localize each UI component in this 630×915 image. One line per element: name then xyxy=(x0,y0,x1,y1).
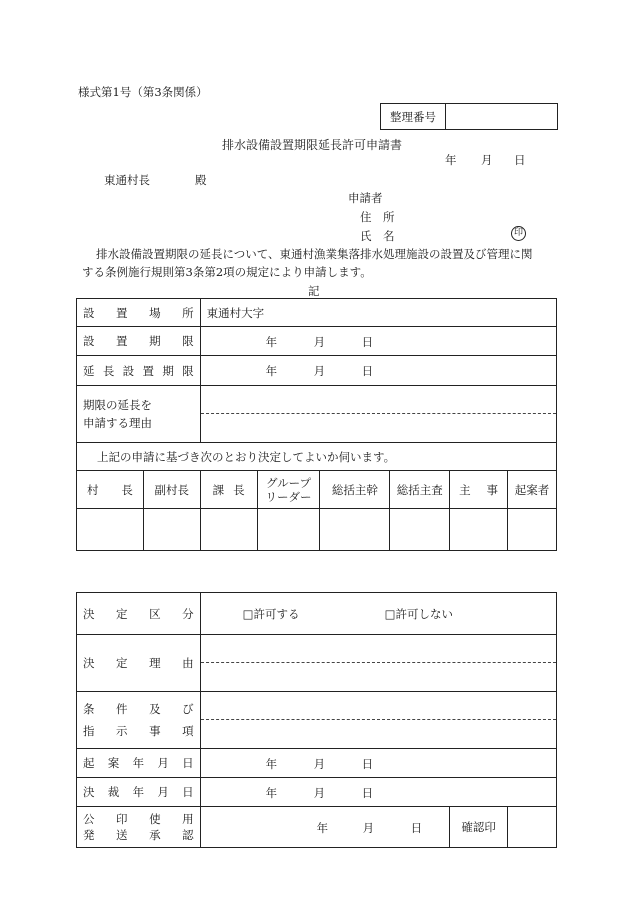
decision-reason-field[interactable] xyxy=(200,635,556,692)
decision-field xyxy=(200,593,556,635)
deadline-day-unit: 日 xyxy=(361,335,374,349)
extended-month-unit: 月 xyxy=(313,364,326,378)
decision-allow-option[interactable]: □許可する xyxy=(242,607,300,621)
applicant-heading: 申請者 xyxy=(348,191,383,205)
reason-label xyxy=(77,386,201,443)
confirm-seal-label: 確認印 xyxy=(450,807,508,848)
confirm-seal-field[interactable] xyxy=(508,807,557,848)
seal-use-month-unit: 月 xyxy=(362,821,375,835)
addressee-name: 東通村長 xyxy=(104,173,150,187)
table-spacer xyxy=(77,551,557,593)
approver-group-leader xyxy=(257,471,320,509)
application-date-month-unit: 月 xyxy=(481,153,493,167)
draft-date-field[interactable] xyxy=(200,749,556,778)
reason-field[interactable] xyxy=(200,386,556,443)
form-number: 様式第1号（第3条関係） xyxy=(78,85,208,99)
conditions-field[interactable] xyxy=(200,692,556,749)
body-text-line-1: 排水設備設置期限の延長について、東通村漁業集落排水処理施設の設置及び管理に関 xyxy=(96,247,533,261)
approver-drafter: 起案者 xyxy=(508,471,557,509)
seal-cell-deputy-head[interactable] xyxy=(143,509,200,551)
seal-use-year-unit: 年 xyxy=(316,821,329,835)
seal-cell-village-head[interactable] xyxy=(77,509,144,551)
settle-date-field[interactable] xyxy=(200,778,556,807)
settle-year-unit: 年 xyxy=(265,786,278,800)
reference-number-box xyxy=(380,103,558,130)
seal-use-label-line-1: 公 印 使 用 xyxy=(83,812,194,826)
seal-use-date-field[interactable] xyxy=(200,807,450,848)
location-label: 設 置 場 所 xyxy=(83,305,194,320)
deadline-year-unit: 年 xyxy=(265,335,278,349)
settle-date-label: 決 裁 年 月 日 xyxy=(83,785,194,799)
draft-date-label: 起 案 年 月 日 xyxy=(83,756,194,770)
reason-label-line-1: 期限の延長を xyxy=(83,398,152,412)
reference-number-label: 整理番号 xyxy=(381,104,446,130)
conditions-label-line-1: 条 件 及 び xyxy=(83,702,194,716)
settle-month-unit: 月 xyxy=(313,786,326,800)
decision-label: 決 定 区 分 xyxy=(83,606,194,621)
decision-reason-label: 決 定 理 由 xyxy=(83,656,194,670)
approver-section-chief: 課 長 xyxy=(212,482,245,497)
approver-chief-examiner: 総括主査 xyxy=(390,471,450,509)
seal-cell-clerk[interactable] xyxy=(450,509,508,551)
seal-use-label-line-2: 発 送 承 認 xyxy=(83,828,194,842)
seal-use-day-unit: 日 xyxy=(410,821,423,835)
approver-village-head: 村 長 xyxy=(87,482,133,497)
approval-note: 上記の申請に基づき次のとおり決定してよいか伺います。 xyxy=(77,443,557,471)
extended-year-unit: 年 xyxy=(265,364,278,378)
application-date-year-unit: 年 xyxy=(445,153,457,167)
deadline-month-unit: 月 xyxy=(313,335,326,349)
application-form-table xyxy=(76,298,557,848)
body-text-line-2: する条例施行規則第3条第2項の規定により申請します。 xyxy=(82,265,372,279)
draft-day-unit: 日 xyxy=(361,757,374,771)
extended-deadline-label: 延 長 設 置 期 限 xyxy=(83,363,194,378)
approver-group-leader-line-1: グループ xyxy=(265,475,312,490)
extended-deadline-field[interactable] xyxy=(200,356,556,386)
applicant-address-label: 住 所 xyxy=(360,210,395,224)
reason-label-line-2: 申請する理由 xyxy=(83,416,152,430)
document-title: 排水設備設置期限延長許可申請書 xyxy=(222,138,403,152)
conditions-label xyxy=(77,692,201,749)
approver-group-leader-line-2: リーダー xyxy=(265,489,312,504)
extended-day-unit: 日 xyxy=(361,364,374,378)
seal-cell-chief-examiner[interactable] xyxy=(390,509,450,551)
reference-number-field[interactable] xyxy=(446,104,558,130)
seal-cell-drafter[interactable] xyxy=(508,509,557,551)
draft-month-unit: 月 xyxy=(313,757,326,771)
application-date-day-unit: 日 xyxy=(514,153,526,167)
addressee-honorific: 殿 xyxy=(195,173,207,187)
deadline-field[interactable] xyxy=(200,327,556,356)
deadline-label: 設 置 期 限 xyxy=(83,334,194,348)
applicant-name-label: 氏 名 xyxy=(360,229,395,243)
approver-clerk: 主 事 xyxy=(459,482,499,497)
seal-cell-section-chief[interactable] xyxy=(200,509,257,551)
seal-mark: 印 xyxy=(511,226,526,241)
approver-deputy-head: 副村長 xyxy=(143,471,200,509)
draft-year-unit: 年 xyxy=(265,757,278,771)
seal-cell-chief-manager[interactable] xyxy=(320,509,390,551)
approver-chief-manager: 総括主幹 xyxy=(320,471,390,509)
location-field[interactable]: 東通村大字 xyxy=(200,299,556,327)
settle-day-unit: 日 xyxy=(361,786,374,800)
seal-use-label xyxy=(77,807,201,848)
conditions-label-line-2: 指 示 事 項 xyxy=(83,724,194,738)
decision-deny-option[interactable]: □許可しない xyxy=(384,607,454,621)
seal-cell-group-leader[interactable] xyxy=(257,509,320,551)
ki-note: 記 xyxy=(308,284,320,298)
